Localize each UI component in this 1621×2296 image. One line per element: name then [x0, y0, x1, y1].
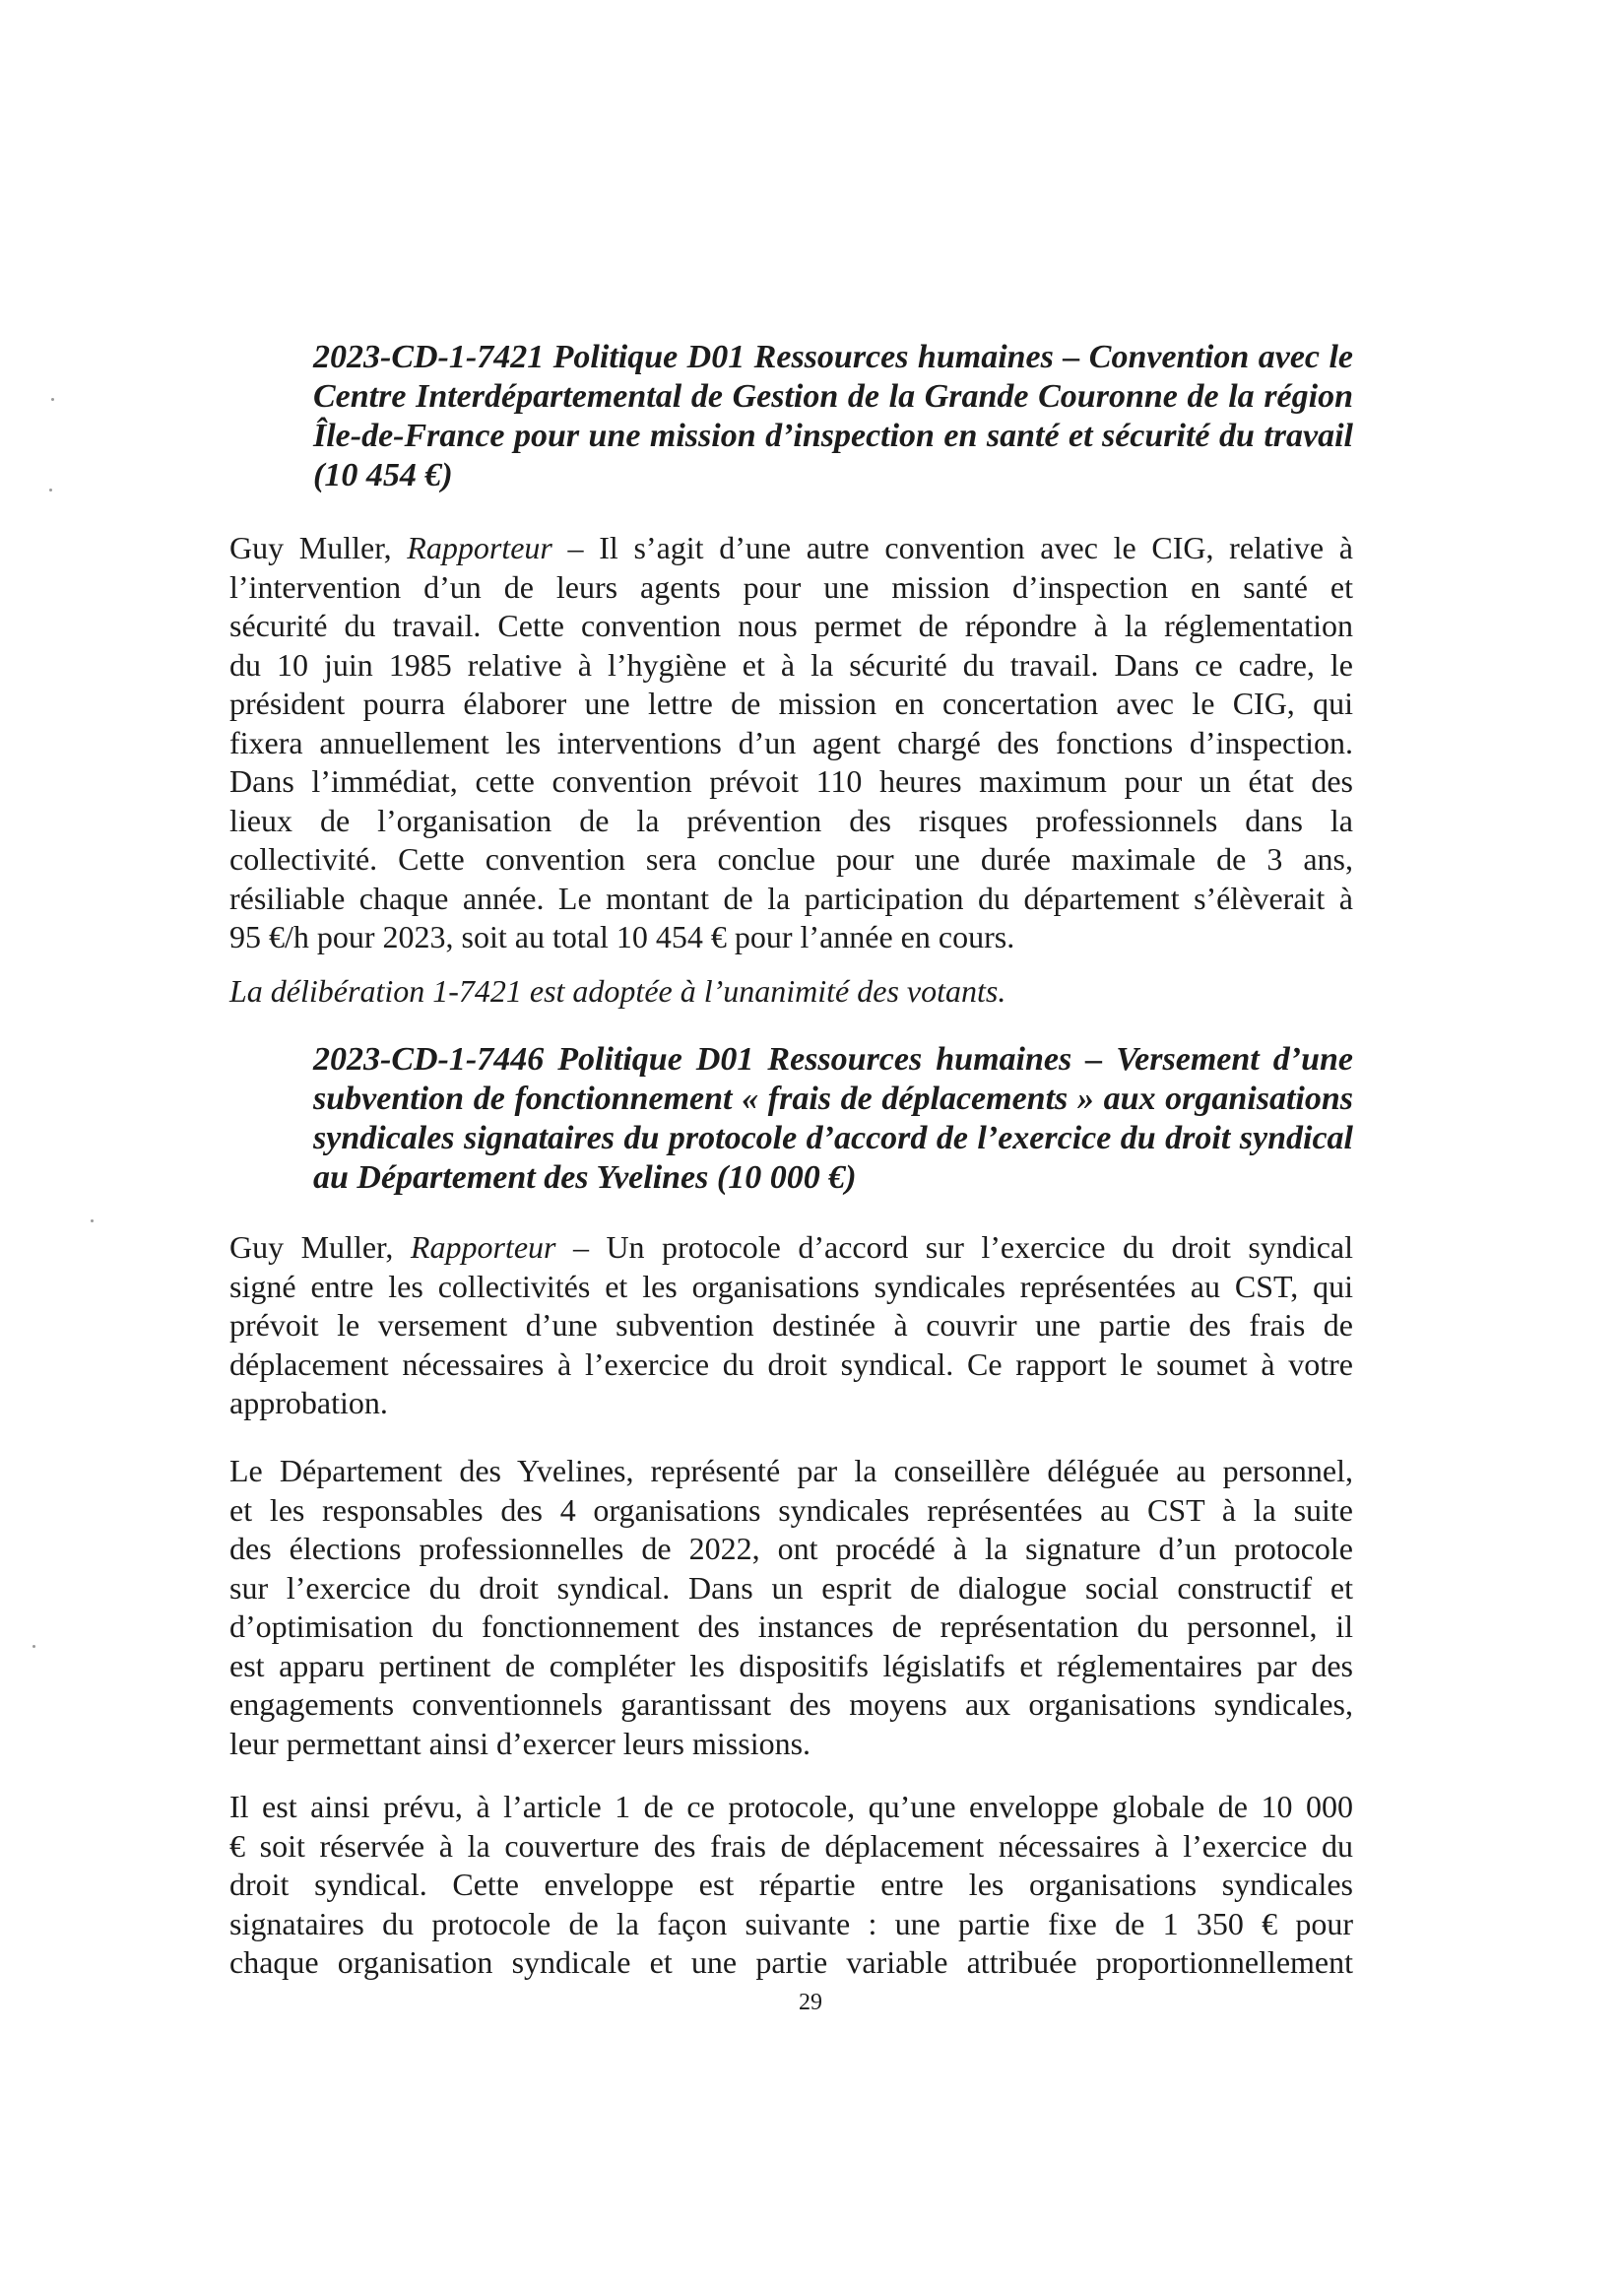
heading-line: syndicales signataires du protocole d’accord de l’exercice du droit syndical [313, 1120, 1353, 1156]
body-line: chaque organisation syndicale et une partie variable attribuée proportionnellement [229, 1944, 1353, 1980]
scan-speck [51, 398, 54, 401]
heading-line: 2023-CD-1-7446 Politique D01 Ressources humaines – Versement d’une [313, 1041, 1353, 1078]
speaker-role: Rapporteur [410, 1229, 556, 1265]
body-line: l’intervention d’un de leurs agents pour une mission d’inspection en santé et [229, 568, 1353, 605]
heading-line: (10 454 €) [313, 457, 453, 493]
body-line: sécurité du travail. Cette convention nous permet de répondre à la réglementation [229, 608, 1353, 643]
scan-speck [49, 489, 52, 492]
body-line: lieux de l’organisation de la prévention des risques professionnels dans la [229, 802, 1353, 838]
body-line [229, 529, 1353, 568]
body-line: Il est ainsi prévu, à l’article 1 de ce protocole, qu’une enveloppe globale de 10 000 [229, 1789, 1353, 1824]
body-line: signé entre les collectivités et les organisations syndicales représentées au CST, qui [229, 1268, 1353, 1304]
body-line: € soit réservée à la couverture des frais de déplacement nécessaires à l’exercice du [229, 1827, 1353, 1864]
heading-line: au Département des Yvelines (10 000 €) [313, 1159, 857, 1196]
body-line: sur l’exercice du droit syndical. Dans un esprit de dialogue social constructif et [229, 1569, 1353, 1606]
page-number: 29 [799, 1990, 822, 2015]
body-line: résiliable chaque année. Le montant de la participation du département s’élèverait à [229, 880, 1353, 916]
body-line: et les responsables des 4 organisations syndicales représentées au CST à la suite [229, 1491, 1353, 1528]
body-line: président pourra élaborer une lettre de mission en concertation avec le CIG, qui [229, 686, 1353, 721]
body-line: 95 €/h pour 2023, soit au total 10 454 € pour l’année en cours. [229, 919, 1015, 954]
heading-line: subvention de fonctionnement « frais de déplacements » aux organisations [313, 1081, 1353, 1117]
speaker-role: Rapporteur [407, 530, 552, 565]
body-line: du 10 juin 1985 relative à l’hygiène et à la sécurité du travail. Dans ce cadre, le [229, 646, 1353, 683]
body-line: prévoit le versement d’une subvention destinée à couvrir une partie des frais de [229, 1307, 1353, 1343]
body-line: signataires du protocole de la façon suivante : une partie fixe de 1 350 € pour [229, 1905, 1353, 1941]
section2-paragraph-1 [229, 1228, 1353, 1423]
body-line: approbation. [229, 1385, 388, 1420]
body-text: – Il s’agit d’une autre convention avec le CIG, relative à [551, 530, 1353, 565]
body-text: – Un protocole d’accord sur l’exercice du droit syndical [555, 1229, 1354, 1265]
body-line: droit syndical. Cette enveloppe est répartie entre les organisations syndicales [229, 1867, 1353, 1902]
body-line: collectivité. Cette convention sera conclue pour une durée maximale de 3 ans, [229, 841, 1353, 877]
body-line: Dans l’immédiat, cette convention prévoit 110 heures maximum pour un état des [229, 763, 1353, 799]
speaker-name: Guy Muller, [229, 530, 392, 565]
body-line [229, 1228, 1353, 1268]
section1-body [229, 529, 1353, 957]
heading-line: Centre Interdépartemental de Gestion de la Grande Couronne de la région [313, 378, 1353, 415]
section2-heading [313, 1040, 1353, 1198]
body-line: engagements conventionnels garantissant des moyens aux organisations syndicales, [229, 1686, 1353, 1722]
section2-paragraph-3 [229, 1788, 1353, 1983]
section1-heading [313, 338, 1353, 495]
heading-line: Île-de-France pour une mission d’inspection en santé et sécurité du travail [313, 418, 1353, 454]
body-line: d’optimisation du fonctionnement des instances de représentation du personnel, il [229, 1608, 1353, 1644]
body-line: fixera annuellement les interventions d’un agent chargé des fonctions d’inspection. [229, 724, 1353, 760]
section2-paragraph-2 [229, 1452, 1353, 1763]
body-line: leur permettant ainsi d’exercer leurs missions. [229, 1725, 811, 1761]
scan-speck [91, 1219, 94, 1222]
speaker-name: Guy Muller, [229, 1229, 394, 1265]
body-line: Le Département des Yvelines, représenté par la conseillère déléguée au personnel, [229, 1453, 1353, 1488]
heading-line: 2023-CD-1-7421 Politique D01 Ressources humaines – Convention avec le [313, 339, 1353, 375]
scan-speck [32, 1645, 35, 1648]
body-line: déplacement nécessaires à l’exercice du droit syndical. Ce rapport le soumet à votre [229, 1345, 1353, 1382]
deliberation-verdict: La délibération 1-7421 est adoptée à l’unanimité des votants. [229, 973, 1006, 1009]
body-line: est apparu pertinent de compléter les dispositifs législatifs et réglementaires par des [229, 1647, 1353, 1683]
body-line: des élections professionnelles de 2022, ont procédé à la signature d’un protocole [229, 1531, 1353, 1566]
